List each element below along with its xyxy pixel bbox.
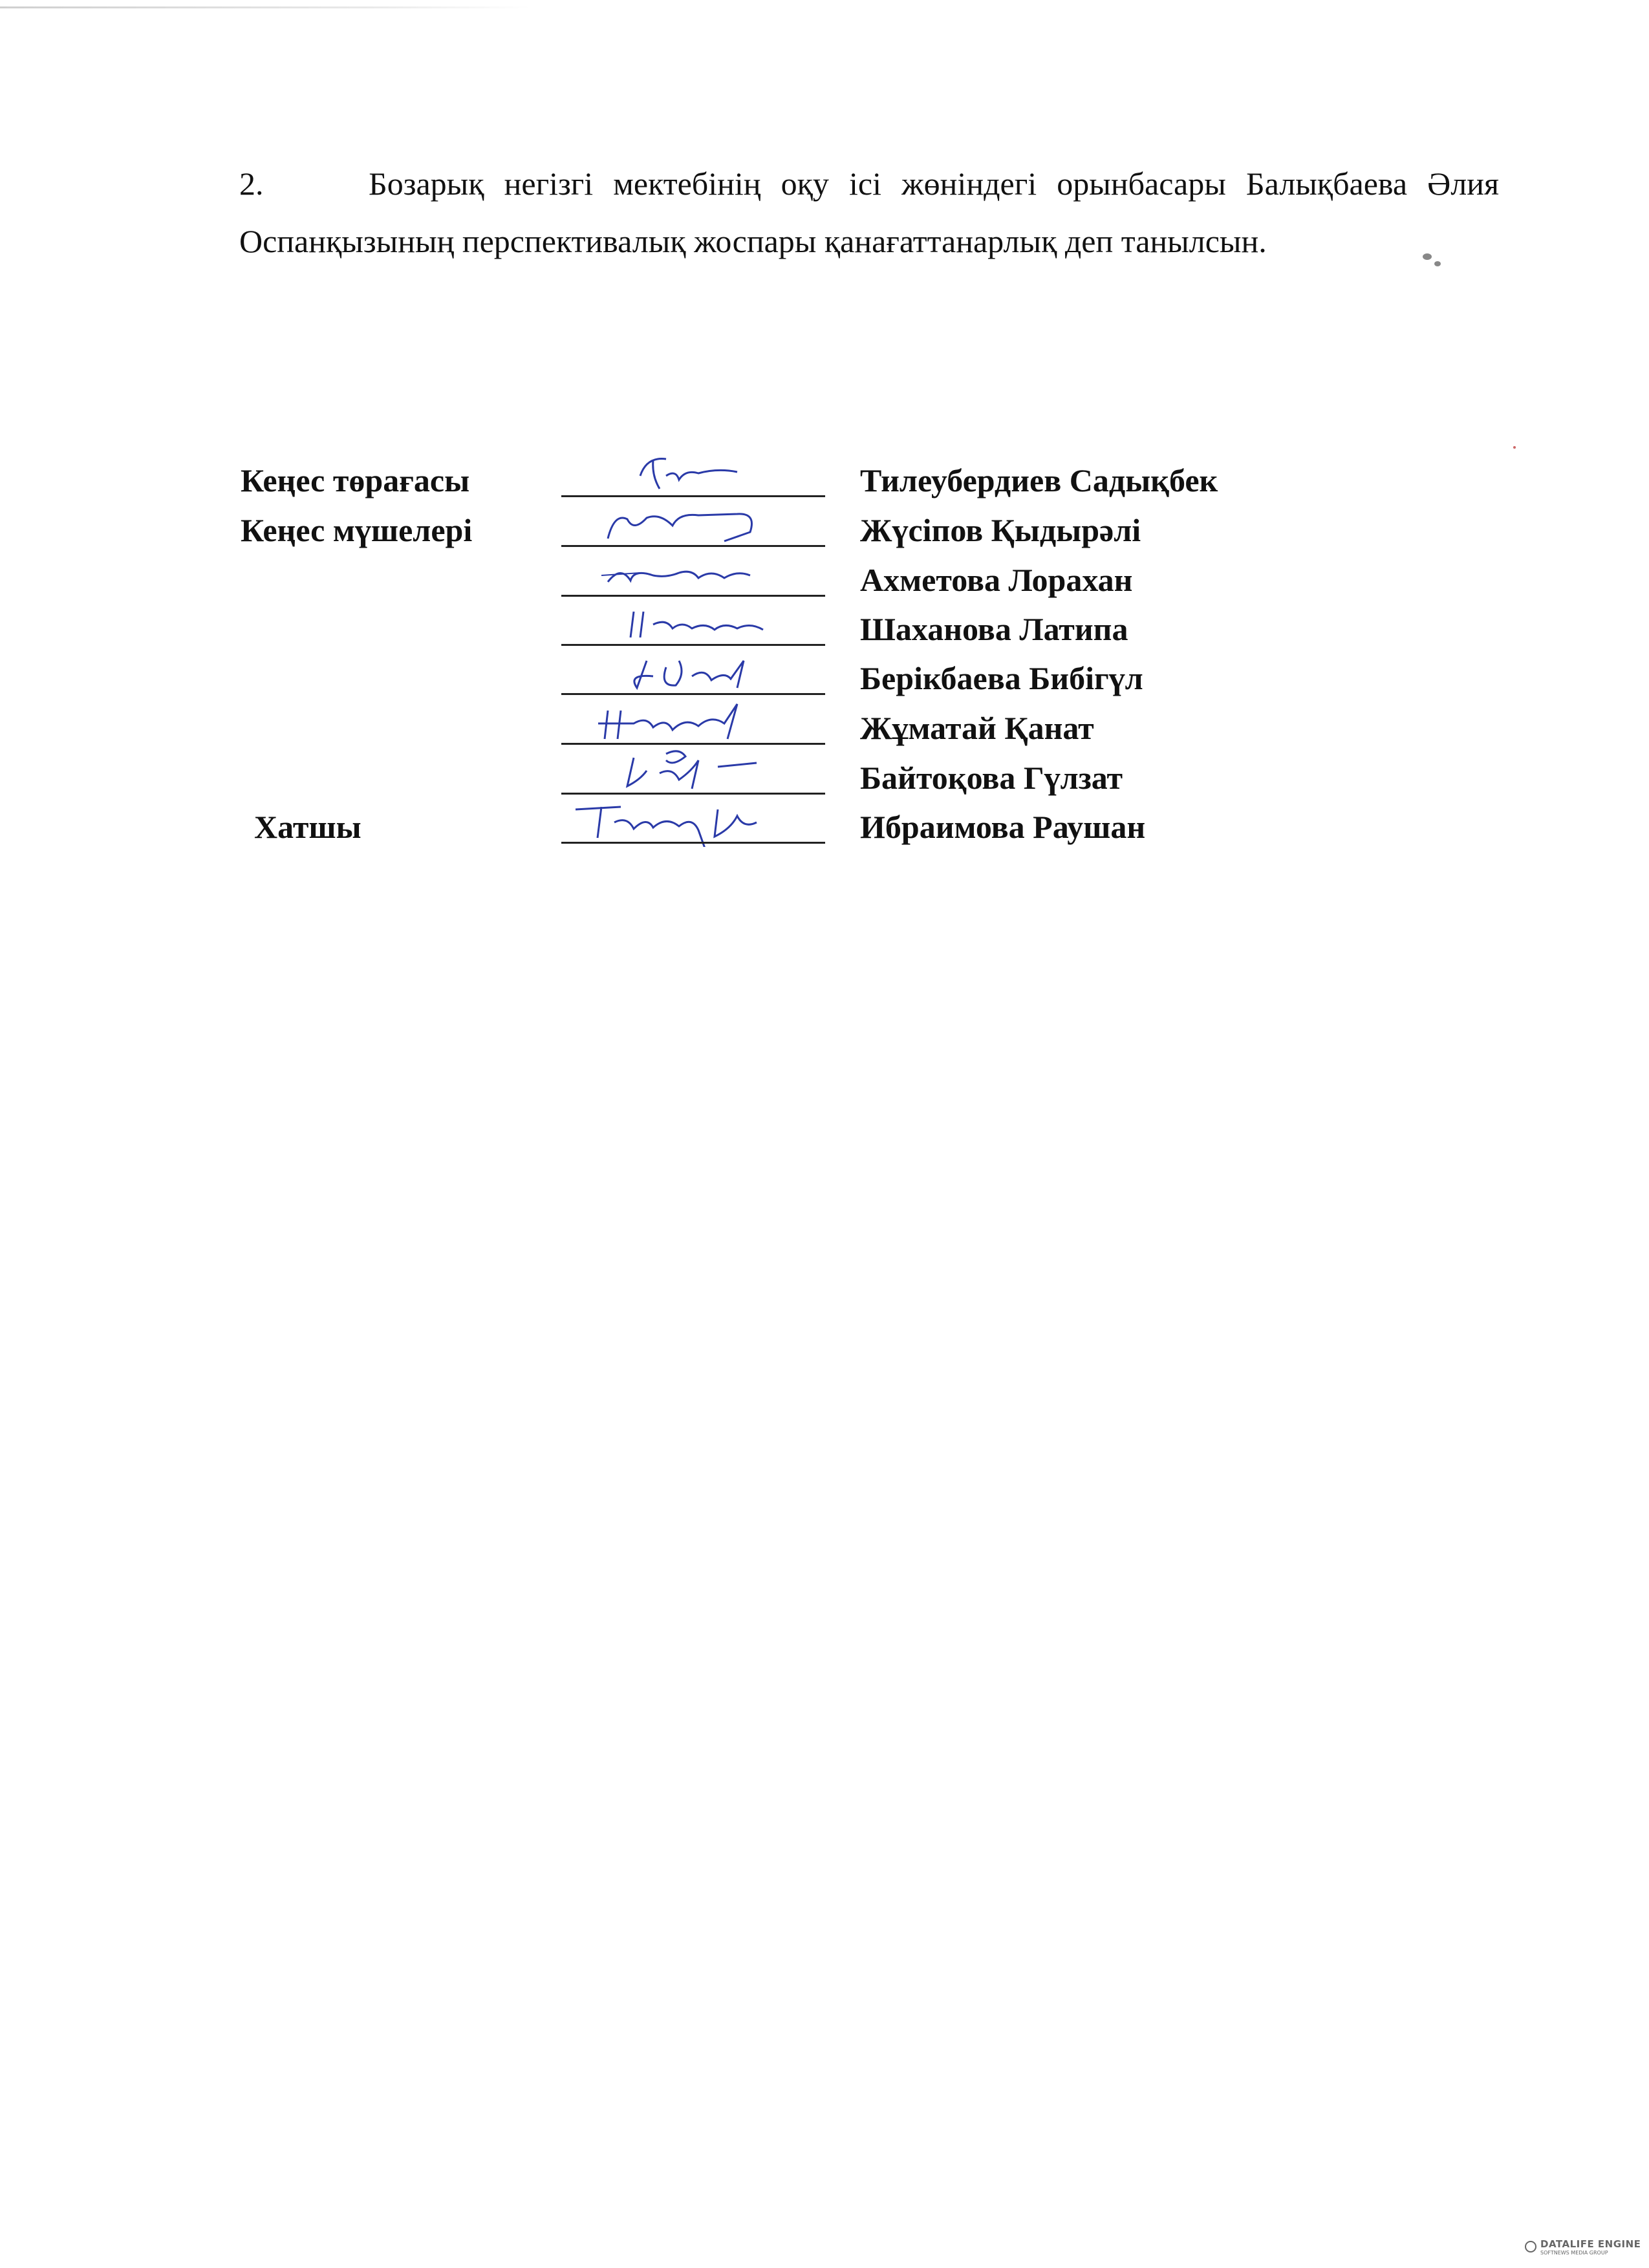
signature-line (561, 842, 825, 844)
chairman-role-label: Кеңес төрағасы (241, 462, 470, 498)
signature-line (561, 545, 825, 547)
signature-row-member (0, 755, 1649, 800)
secretary-role-label: Хатшы (254, 809, 361, 845)
signer-name: Берікбаева Бибігүл (860, 660, 1143, 696)
members-role-label: Кеңес мүшелері (241, 512, 473, 548)
scan-speck (1423, 253, 1432, 260)
signature-line (561, 743, 825, 745)
signer-name: Байтоқова Гүлзат (860, 760, 1123, 796)
watermark-brand: DATALIFE ENGINE (1540, 2238, 1641, 2250)
handwritten-signature (569, 550, 815, 600)
signature-line (561, 595, 825, 597)
signature-row-member (0, 705, 1649, 751)
signature-line (561, 495, 825, 497)
signature-row-member (0, 508, 1649, 553)
resolution-paragraph (239, 155, 1499, 270)
paragraph-text: Бозарық негізгі мектебінің оқу ісі жөніндегі орынбасары Балықбаева Әлия Оспанқызының перспективалық жоспары қанағаттанарлық деп танылсын. (239, 166, 1499, 259)
signature-row-chairman (0, 458, 1649, 503)
handwritten-signature (569, 747, 815, 798)
signer-name: Ибраимова Раушан (860, 809, 1146, 845)
paragraph-number: 2. (239, 166, 264, 202)
handwritten-signature (569, 500, 815, 550)
signature-line (561, 693, 825, 695)
signer-name: Ахметова Лорахан (860, 562, 1133, 598)
signer-name: Тилеубердиев Садықбек (860, 462, 1218, 498)
scan-edge-line (0, 6, 530, 8)
scan-speck (1434, 261, 1441, 266)
scan-speck (1513, 446, 1516, 449)
signature-row-secretary (0, 804, 1649, 850)
signer-name: Шаханова Латипа (860, 611, 1128, 647)
signature-line (561, 793, 825, 795)
signature-row-member (0, 557, 1649, 603)
watermark-tagline: SOFTNEWS MEDIA GROUP (1540, 2250, 1608, 2256)
signature-row-member (0, 606, 1649, 652)
datalife-logo-icon (1525, 2241, 1536, 2252)
signer-name: Жұматай Қанат (860, 710, 1094, 746)
handwritten-signature (569, 648, 815, 698)
handwritten-signature (569, 599, 815, 649)
handwritten-signature (569, 698, 815, 748)
signer-name: Жүсіпов Қыдырәлі (860, 512, 1141, 548)
signature-line (561, 644, 825, 646)
signature-row-member (0, 656, 1649, 701)
watermark-logo (1525, 2236, 1641, 2259)
handwritten-signature (569, 450, 815, 500)
handwritten-signature (569, 797, 815, 847)
